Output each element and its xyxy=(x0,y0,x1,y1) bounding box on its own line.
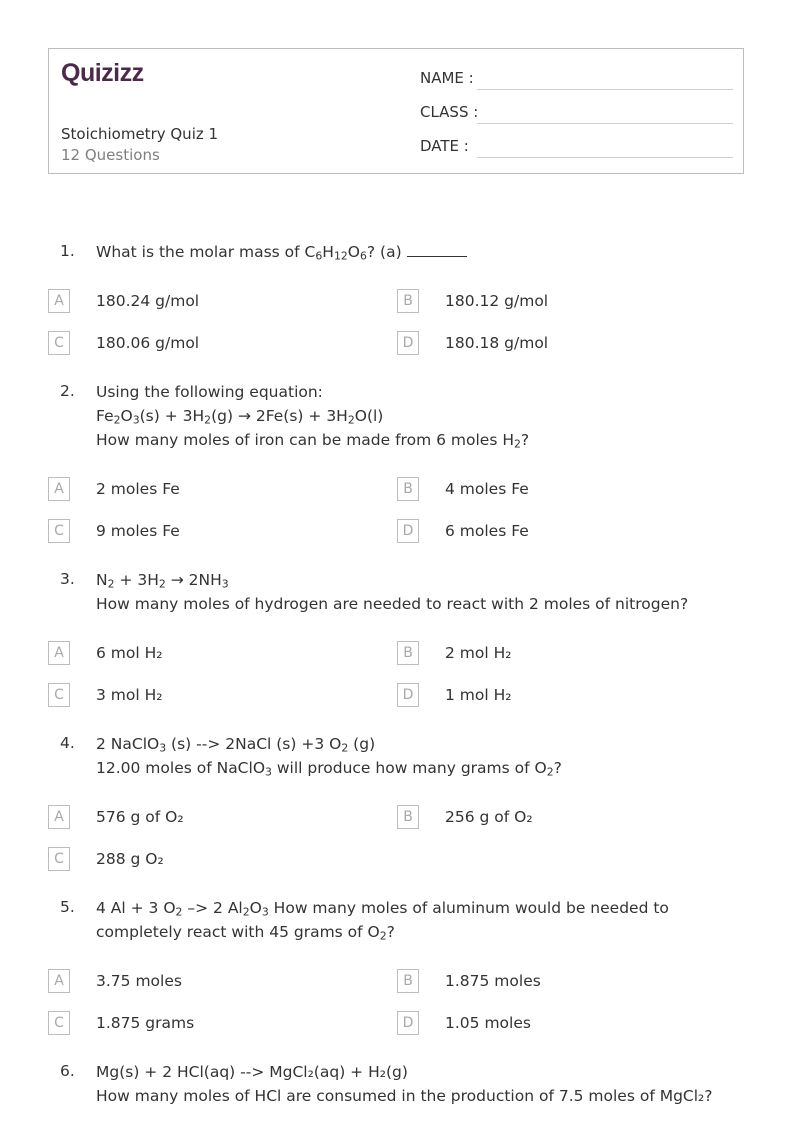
question-count: 12 Questions xyxy=(61,146,160,164)
option-a-text: 2 moles Fe xyxy=(96,480,180,498)
class-label: CLASS : xyxy=(420,103,479,121)
option-a-text: 576 g of O₂ xyxy=(96,808,184,826)
option-d-text: 1.05 moles xyxy=(445,1014,531,1032)
question-3-text: $N_2 + 3H_2 \to 2NH_3$ How many moles of hydrogen are needed to react with 2 moles of nitrogen? xyxy=(96,571,689,613)
option-c-box[interactable]: C xyxy=(48,331,70,355)
class-field[interactable] xyxy=(477,123,733,124)
date-field[interactable] xyxy=(477,157,733,158)
option-a-text: 6 mol H₂ xyxy=(96,644,163,662)
option-c-box[interactable]: C xyxy=(48,683,70,707)
option-a-text: 3.75 moles xyxy=(96,972,182,990)
option-b-text: 256 g of O₂ xyxy=(445,808,533,826)
option-c-box[interactable]: C xyxy=(48,519,70,543)
quizizz-logo: Quizizz xyxy=(61,59,144,87)
option-b-text: 4 moles Fe xyxy=(445,480,529,498)
option-b-box[interactable]: B xyxy=(397,289,419,313)
question-5-text: 4 Al + 3 $O_2 -> 2$ $Al_2O_3$ How many moles of aluminum would be needed to completely react with 45 grams of $O_2$? xyxy=(96,899,669,943)
option-a-text: 180.24 g/mol xyxy=(96,292,200,310)
option-b-text: 2 mol H₂ xyxy=(445,644,512,662)
option-a-box[interactable]: A xyxy=(48,641,70,665)
option-d-box[interactable]: D xyxy=(397,683,419,707)
question-number: 2. xyxy=(60,382,75,400)
option-b-box[interactable]: B xyxy=(397,641,419,665)
option-b-box[interactable]: B xyxy=(397,969,419,993)
question-number: 5. xyxy=(60,898,75,916)
question-number: 3. xyxy=(60,570,75,588)
quiz-title: Stoichiometry Quiz 1 xyxy=(61,125,219,143)
question-number: 1. xyxy=(60,242,75,260)
question-number: 4. xyxy=(60,734,75,752)
name-label: NAME : xyxy=(420,69,474,87)
question-4-text: 2 NaClO$_3$ (s) --> 2NaCl (s) +3 $O_2$ (g) 12.00 moles of NaClO$_3$ will produce how many grams of $O_2$? xyxy=(96,735,562,779)
option-a-box[interactable]: A xyxy=(48,969,70,993)
option-d-text: 6 moles Fe xyxy=(445,522,529,540)
option-a-box[interactable]: A xyxy=(48,805,70,829)
option-b-text: 1.875 moles xyxy=(445,972,541,990)
option-c-text: 288 g O₂ xyxy=(96,850,164,868)
option-c-text: 180.06 g/mol xyxy=(96,334,200,352)
option-d-text: 180.18 g/mol xyxy=(445,334,549,352)
option-d-text: 1 mol H₂ xyxy=(445,686,512,704)
question-6-text: Mg(s) + 2 HCl(aq) --> MgCl₂(aq) + H₂(g) How many moles of HCl are consumed in the production of 7.5 moles of MgCl₂? xyxy=(96,1063,713,1105)
question-2-text: Using the following equation: $Fe_2O_3(s) + 3H_2(g) \to 2Fe(s) + 3H_2O(l)$ How many moles of iron can be made from 6 moles $H_2$? xyxy=(96,383,530,451)
option-b-text: 180.12 g/mol xyxy=(445,292,549,310)
name-field[interactable] xyxy=(477,89,733,90)
option-d-box[interactable]: D xyxy=(397,331,419,355)
option-b-box[interactable]: B xyxy=(397,477,419,501)
option-b-box[interactable]: B xyxy=(397,805,419,829)
option-c-box[interactable]: C xyxy=(48,847,70,871)
option-a-box[interactable]: A xyxy=(48,477,70,501)
answer-blank xyxy=(407,242,467,257)
option-c-text: 1.875 grams xyxy=(96,1014,195,1032)
option-a-box[interactable]: A xyxy=(48,289,70,313)
date-label: DATE : xyxy=(420,137,469,155)
option-c-text: 3 mol H₂ xyxy=(96,686,163,704)
question-1-text: What is the molar mass of $C_6H_{12}O_6$? (a) xyxy=(96,240,736,264)
option-d-box[interactable]: D xyxy=(397,519,419,543)
worksheet-header xyxy=(48,48,744,174)
option-c-text: 9 moles Fe xyxy=(96,522,180,540)
option-d-box[interactable]: D xyxy=(397,1011,419,1035)
question-number: 6. xyxy=(60,1062,75,1080)
option-c-box[interactable]: C xyxy=(48,1011,70,1035)
